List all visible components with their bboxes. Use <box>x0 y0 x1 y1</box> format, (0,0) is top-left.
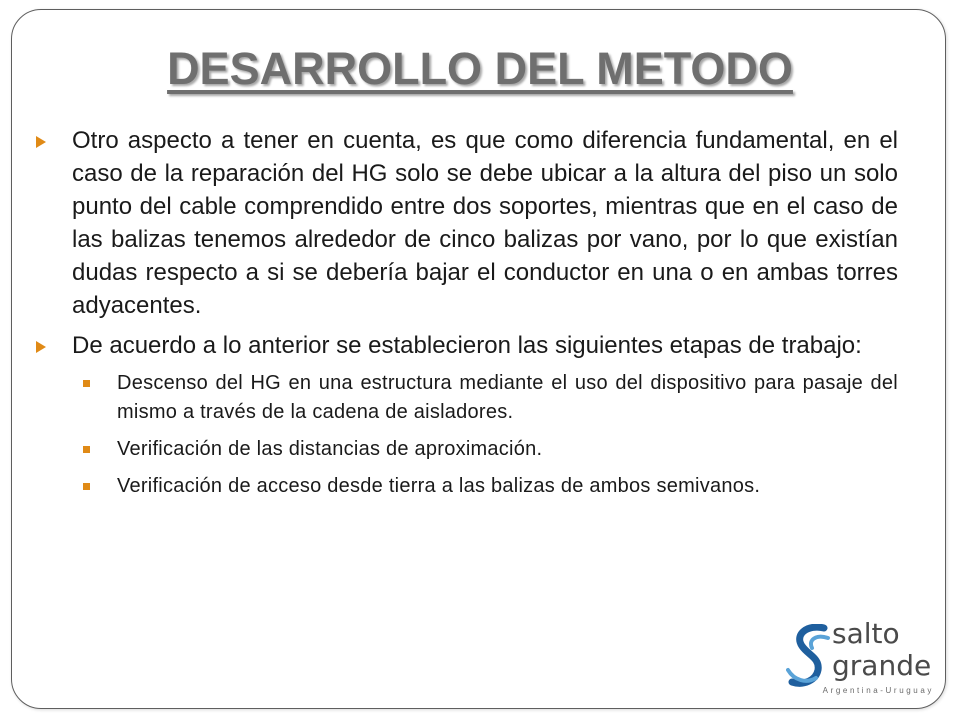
sub-bullet-item <box>32 472 898 501</box>
sub-bullet-item <box>32 369 898 427</box>
slide-body <box>32 124 898 509</box>
square-bullet-icon <box>83 483 90 490</box>
arrow-bullet-icon <box>36 136 46 148</box>
sub-bullet-item <box>32 435 898 464</box>
logo-country: Argentina-Uruguay <box>822 686 934 695</box>
logo-word-salto: salto <box>832 617 900 650</box>
square-bullet-icon <box>83 446 90 453</box>
square-bullet-icon <box>83 380 90 387</box>
bullet-item <box>32 124 898 322</box>
arrow-bullet-icon <box>36 341 46 353</box>
logo-word-grande: grande <box>832 649 932 682</box>
salto-grande-logo-mark-icon <box>786 624 834 694</box>
salto-grande-logo <box>786 618 936 703</box>
sub-bullet-text: Verificación de las distancias de aproximación. <box>117 438 543 460</box>
sub-bullet-text: Verificación de acceso desde tierra a las balizas de ambos semivanos. <box>117 475 761 497</box>
slide-title: DESARROLLO DEL METODO <box>167 43 793 94</box>
sub-bullet-text: Descenso del HG en una estructura mediante el uso del dispositivo para pasaje del mismo a través de la cadena de aisladores. <box>117 372 898 423</box>
bullet-text: De acuerdo a lo anterior se establecieron las siguientes etapas de trabajo: <box>72 332 862 359</box>
bullet-text: Otro aspecto a tener en cuenta, es que como diferencia fundamental, en el caso de la reparación del HG solo se debe ubicar a la altura del piso un solo punto del cable comprendido entre dos soportes, mientras que en el caso de las balizas tenemos alrededor de cinco balizas por vano, por lo que existían dudas respecto a si se debería bajar el conductor en una o en ambas torres adyacentes. <box>72 127 898 319</box>
bullet-item <box>32 329 898 362</box>
